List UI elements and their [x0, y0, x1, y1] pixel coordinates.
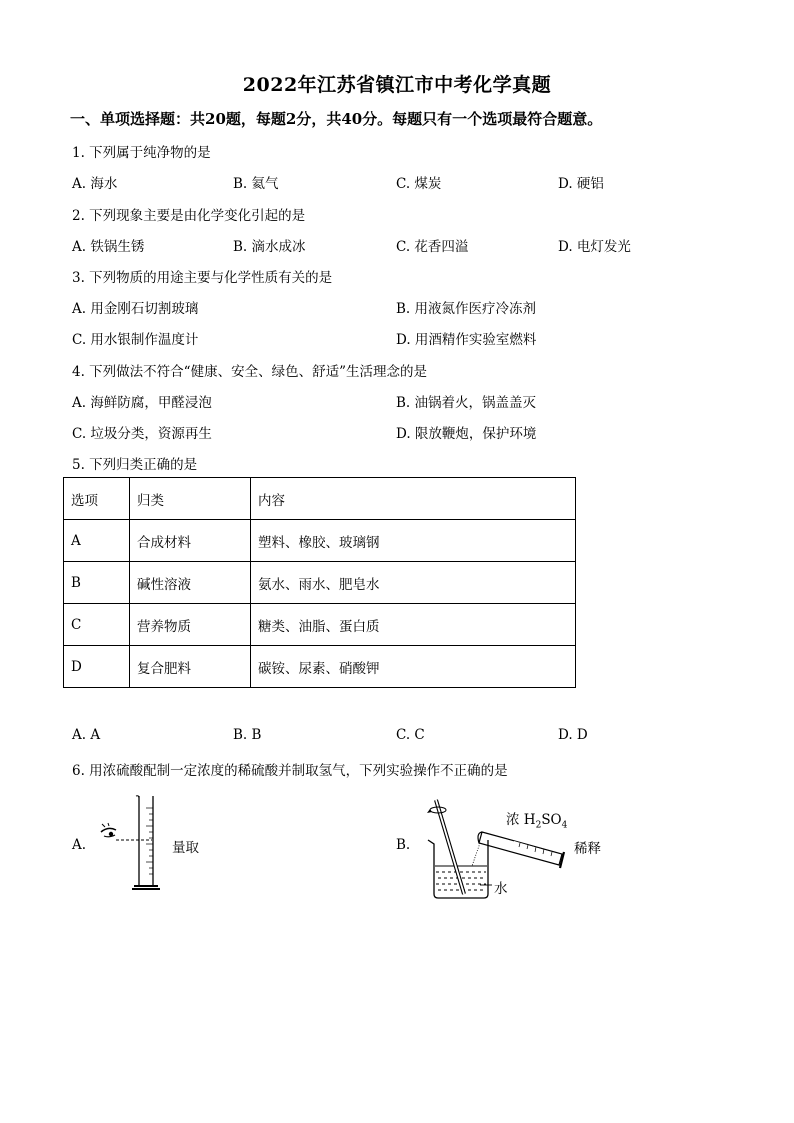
q6-figure-b-label: 稀释: [574, 841, 601, 857]
q6-option-a-letter[interactable]: A.: [72, 837, 87, 853]
table-cell: 塑料、橡胶、玻璃钢: [251, 520, 576, 562]
acid-label-prefix: 浓 H: [506, 812, 536, 828]
q3-option-c[interactable]: C. 用水银制作温度计: [72, 332, 199, 348]
q4-option-c[interactable]: C. 垃圾分类，资源再生: [72, 426, 212, 442]
table-row: [64, 646, 576, 688]
q1-option-d[interactable]: D. 硬铝: [558, 176, 604, 192]
q3-option-d[interactable]: D. 用酒精作实验室燃料: [396, 332, 537, 348]
q5-option-d[interactable]: D. D: [558, 727, 588, 743]
q4-option-d[interactable]: D. 限放鞭炮，保护环境: [396, 426, 537, 442]
question-3-stem: 3. 下列物质的用途主要与化学性质有关的是: [72, 270, 333, 286]
q6-figure-b-water-label: 水: [494, 881, 508, 897]
table-cell: C: [64, 604, 130, 646]
q4-option-a[interactable]: A. 海鲜防腐，甲醛浸泡: [72, 395, 212, 411]
q5-option-b[interactable]: B. B: [233, 727, 262, 743]
q6-option-b-letter[interactable]: B.: [396, 837, 411, 853]
acid-label-sub: 4: [561, 820, 568, 831]
q5-option-a[interactable]: A. A: [72, 727, 101, 743]
table-row: [64, 520, 576, 562]
pouring-cylinder-icon: [472, 832, 564, 868]
table-header-row: [64, 478, 576, 520]
table-cell: 糖类、油脂、蛋白质: [251, 604, 576, 646]
table-cell: A: [64, 520, 130, 562]
table-row: [64, 562, 576, 604]
q6-figure-b-acid-label: [506, 808, 567, 831]
q1-option-a[interactable]: A. 海水: [72, 176, 118, 192]
table-header-cell: 选项: [64, 478, 130, 520]
eye-icon: [101, 823, 116, 837]
q3-option-b[interactable]: B. 用液氮作医疗冷冻剂: [396, 301, 537, 317]
measuring-cylinder-icon: [132, 796, 160, 889]
question-1-stem: 1. 下列属于纯净物的是: [72, 145, 211, 161]
question-2-stem: 2. 下列现象主要是由化学变化引起的是: [72, 208, 306, 224]
q2-option-d[interactable]: D. 电灯发光: [558, 239, 631, 255]
q2-option-a[interactable]: A. 铁锅生锈: [72, 239, 145, 255]
measuring-cylinder-figure: [96, 794, 176, 894]
q1-option-c[interactable]: C. 煤炭: [396, 176, 442, 192]
table-row: [64, 604, 576, 646]
table-cell: 碱性溶液: [130, 562, 251, 604]
section-heading: 一、单项选择题：共20题，每题2分，共40分。每题只有一个选项最符合题意。: [70, 110, 603, 128]
table-cell: D: [64, 646, 130, 688]
table-cell: 碳铵、尿素、硝酸钾: [251, 646, 576, 688]
acid-label-mid: SO: [541, 812, 562, 828]
page-title: 2022年江苏省镇江市中考化学真题: [242, 74, 552, 96]
q2-option-c[interactable]: C. 花香四溢: [396, 239, 469, 255]
q1-option-b[interactable]: B. 氦气: [233, 176, 279, 192]
question-5-stem: 5. 下列归类正确的是: [72, 457, 198, 473]
table-cell: 复合肥料: [130, 646, 251, 688]
q4-option-b[interactable]: B. 油锅着火，锅盖盖灭: [396, 395, 537, 411]
q2-option-b[interactable]: B. 滴水成冰: [233, 239, 306, 255]
table-cell: 合成材料: [130, 520, 251, 562]
table-cell: B: [64, 562, 130, 604]
table-header-cell: 内容: [251, 478, 576, 520]
table-cell: 氨水、雨水、肥皂水: [251, 562, 576, 604]
q5-option-c[interactable]: C. C: [396, 727, 425, 743]
table-header-cell: 归类: [130, 478, 251, 520]
table-cell: 营养物质: [130, 604, 251, 646]
question-4-stem: 4. 下列做法不符合“健康、安全、绿色、舒适”生活理念的是: [72, 364, 427, 380]
question-6-stem: 6. 用浓硫酸配制一定浓度的稀硫酸并制取氢气，下列实验操作不正确的是: [72, 763, 508, 779]
acid-label-sub: 2: [535, 820, 542, 831]
stirring-rod-icon: [427, 800, 464, 894]
q3-option-a[interactable]: A. 用金刚石切割玻璃: [72, 301, 199, 317]
q6-figure-a-label: 量取: [172, 840, 199, 856]
classification-table: [63, 477, 576, 688]
